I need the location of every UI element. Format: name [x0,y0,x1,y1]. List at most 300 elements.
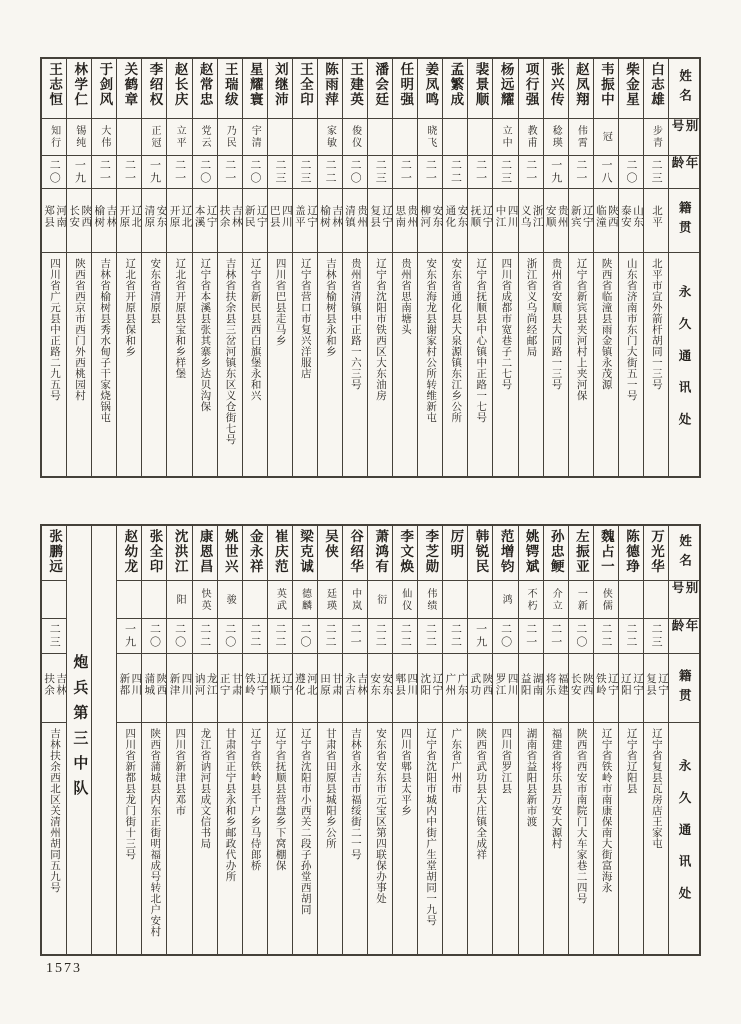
header-native-label-cell [669,189,699,253]
roster-column [492,59,517,476]
address-text: 吉林省榆树县永和乡 [324,258,336,357]
native-cell [368,189,392,253]
roster-column [518,526,543,954]
name-text: 韦振中 [598,62,614,107]
age-cell [519,619,543,654]
native-cell [42,654,66,723]
address-cell [368,253,392,476]
age-text: 一九 [148,159,161,185]
age-cell [117,156,141,189]
native-text: 辽宁铁岭 [594,672,618,696]
name-text: 陈雨萍 [323,62,339,107]
native-cell [443,654,467,723]
header-name-label: 姓名 [677,69,692,108]
name-text: 星耀寰 [247,62,263,107]
alias-cell [42,119,66,156]
age-text: 二一 [574,159,587,185]
roster-column [392,526,417,954]
alias-text: 德麟 [299,587,311,612]
native-cell [293,654,317,723]
native-cell [644,654,668,723]
age-text: 二二 [273,623,286,649]
name-text: 姚世兴 [222,529,238,574]
alias-cell [544,119,568,156]
native-cell [569,189,593,253]
alias-cell [468,119,492,156]
age-text: 二三 [273,159,286,185]
alias-cell [443,119,467,156]
alias-text: 知行 [48,125,60,149]
native-cell [418,189,442,253]
native-text: 辽宁沈阳 [419,672,443,696]
alias-cell [569,581,593,619]
native-cell [218,189,242,253]
roster-column [417,59,442,476]
age-text: 二一 [98,159,111,185]
native-text: 四川中江 [494,205,518,228]
name-cell [142,526,166,581]
alias-text: 步青 [650,125,662,149]
age-text: 一九 [73,159,86,185]
alias-cell [268,119,292,156]
native-text: 四川新都 [118,672,142,696]
alias-cell [418,119,442,156]
header-age-label: 年龄 [670,156,698,176]
name-cell [268,59,292,119]
age-cell [42,619,66,654]
name-cell [318,526,342,581]
native-text: 辽北开原 [168,205,192,228]
header-age-label: 年龄 [670,619,698,639]
alias-text: 党云 [199,125,211,149]
alias-text: 廷瑛 [324,587,336,612]
native-text: 辽宁铁岭 [243,672,267,696]
roster-column [618,526,643,954]
address-text: 辽宁省复县瓦房店王家屯 [650,728,662,849]
name-cell [193,526,217,581]
alias-cell [519,581,543,619]
age-text: 一八 [599,159,612,185]
address-text: 辽北省开原县保和乡 [124,258,136,357]
alias-cell [493,119,517,156]
alias-cell [594,581,618,619]
address-cell [393,723,417,954]
roster-column [417,526,442,954]
alias-cell [418,581,442,619]
address-cell [293,253,317,476]
age-cell [67,156,91,189]
native-text: 陕西长安 [68,205,92,228]
name-cell [443,526,467,581]
alias-text: 骏 [224,593,236,606]
roster-column [618,59,643,476]
alias-cell [167,581,191,619]
age-text: 二〇 [299,623,312,649]
address-cell [468,253,492,476]
alias-text: 家敏 [324,125,336,149]
address-text: 安东省通化县大泉源镇东江乡公所 [450,258,462,423]
native-text: 辽宁辽阳 [619,672,643,696]
age-cell [368,156,392,189]
address-cell [594,723,618,954]
age-text: 二二 [399,623,412,649]
address-cell [218,723,242,954]
roster-column [492,526,517,954]
age-text: 二三 [650,159,663,185]
native-cell [644,189,668,253]
name-text: 张兴传 [548,62,564,107]
name-cell [318,59,342,119]
age-cell [318,619,342,654]
native-text: 安东安东 [369,672,393,696]
address-cell [418,253,442,476]
address-cell [117,253,141,476]
alias-cell [619,581,643,619]
name-text: 吴侠 [323,529,339,559]
native-text: 辽宁新宾 [569,205,593,228]
age-cell [468,156,492,189]
age-cell [42,156,66,189]
alias-cell [218,581,242,619]
name-cell [167,59,191,119]
address-text: 安东省安东市元宝区第四联保办事处 [374,728,386,904]
name-text: 萧鸿有 [373,529,389,574]
name-text: 姚锷斌 [523,529,539,574]
address-text: 四川省新津县邓市 [174,728,186,816]
name-cell [368,59,392,119]
name-cell [343,526,367,581]
name-cell [243,59,267,119]
roster-column [217,59,242,476]
native-cell [493,189,517,253]
native-cell [343,189,367,253]
native-cell [343,654,367,723]
address-text: 陕西省西安市南院门大车家巷二四号 [575,728,587,904]
address-cell [544,723,568,954]
name-text: 崔庆范 [272,529,288,574]
alias-text: 立平 [174,125,186,149]
age-cell [594,619,618,654]
address-cell [644,723,668,954]
address-text: 北平市宣外箭杆胡同一三号 [650,258,662,390]
age-text: 二一 [123,159,136,185]
age-cell [343,156,367,189]
name-text: 魏占一 [598,529,614,574]
name-text: 康恩昌 [197,529,213,574]
age-cell [243,156,267,189]
address-cell [443,253,467,476]
alias-text: 介立 [550,587,562,612]
native-text: 贵州清镇 [344,205,368,228]
address-cell [318,723,342,954]
age-text: 一九 [549,159,562,185]
name-text: 沈洪江 [172,529,188,574]
age-text: 二三 [374,159,387,185]
age-cell [293,156,317,189]
address-cell [42,253,66,476]
native-cell [544,654,568,723]
header-name-label-cell [669,59,699,119]
name-cell [117,59,141,119]
name-cell [117,526,141,581]
roster-column [217,526,242,954]
age-text: 二一 [474,159,487,185]
native-cell [243,654,267,723]
age-text: 二二 [374,623,387,649]
age-cell [293,619,317,654]
address-cell [92,253,116,476]
roster-column [442,59,467,476]
address-text: 辽宁省本溪县张其寨乡达贝沟保 [199,258,211,412]
alias-text: 正冠 [148,125,160,149]
alias-cell [569,119,593,156]
header-address-label-cell [669,253,699,476]
address-cell [243,253,267,476]
roster-column [141,59,166,476]
address-text: 四川省巴县走马乡 [274,258,286,346]
address-cell [117,723,141,954]
header-native-label-cell [669,654,699,723]
header-alias-label-cell [669,581,699,619]
age-cell [167,619,191,654]
header-alias-label-cell [669,119,699,156]
address-cell [167,723,191,954]
address-text: 辽宁省抚顺县中心镇中正路一七号 [475,258,487,423]
address-cell [67,253,91,476]
address-cell [268,253,292,476]
native-text: 辽宁盖平 [293,205,317,228]
alias-cell [193,119,217,156]
header-column [668,526,699,954]
native-cell [142,654,166,723]
address-cell [142,723,166,954]
age-text: 二〇 [574,623,587,649]
name-cell [218,526,242,581]
native-cell [268,654,292,723]
age-cell [268,619,292,654]
name-text: 赵常忠 [197,62,213,107]
age-cell [142,619,166,654]
alias-cell [318,581,342,619]
age-text: 二一 [399,159,412,185]
native-cell [468,189,492,253]
address-cell [318,253,342,476]
native-text: 四川郫县 [394,672,418,696]
address-text: 四川省广元县中正路二九五号 [48,258,60,401]
age-text: 二二 [324,159,337,185]
native-text: 四川新津 [168,672,192,696]
age-text: 二二 [625,623,638,649]
header-name-label-cell [669,526,699,581]
native-text: 辽宁新民 [243,205,267,228]
alias-cell [318,119,342,156]
native-cell [569,654,593,723]
native-cell [393,189,417,253]
name-cell [493,526,517,581]
alias-text: 伟绩 [424,587,436,612]
native-cell [619,189,643,253]
address-cell [468,723,492,954]
name-text: 陈德琤 [623,529,639,574]
name-text: 林学仁 [72,62,88,107]
age-cell [644,156,668,189]
roster-column [242,526,267,954]
name-text: 柴金星 [623,62,639,107]
native-cell [544,189,568,253]
name-text: 张全印 [147,529,163,574]
age-text: 二〇 [223,623,236,649]
address-cell [569,253,593,476]
age-text: 二〇 [148,623,161,649]
native-cell [493,654,517,723]
native-cell [268,189,292,253]
age-text: 二二 [449,623,462,649]
address-cell [644,253,668,476]
alias-text: 教甫 [525,125,537,149]
age-cell [418,156,442,189]
age-cell [343,619,367,654]
age-cell [117,619,141,654]
alias-cell [619,119,643,156]
address-cell [519,253,543,476]
name-text: 范增钧 [498,529,514,574]
name-text: 杨远耀 [498,62,514,107]
roster-column [643,59,668,476]
native-cell [519,189,543,253]
roster-column [192,59,217,476]
address-cell [343,253,367,476]
roster-column [342,526,367,954]
address-text: 安东省清原县 [149,258,161,324]
native-text: 河南郑县 [43,205,67,228]
native-text: 广东广州 [444,672,468,696]
address-cell [619,723,643,954]
age-cell [92,156,116,189]
address-text: 辽北省开原县宝和乡样堡 [174,258,186,379]
alias-cell [92,119,116,156]
native-text: 福建将乐 [544,672,568,696]
name-cell [293,526,317,581]
address-cell [519,723,543,954]
address-text: 四川省郫县太平乡 [400,728,412,816]
name-cell [468,526,492,581]
address-text: 四川省罗江县 [500,728,512,794]
name-cell [193,59,217,119]
section-label: 炮兵第三中队 [71,654,88,806]
address-cell [493,253,517,476]
header-alias-label: 别号 [670,119,698,139]
address-cell [393,253,417,476]
age-text: 二一 [524,623,537,649]
age-cell [268,156,292,189]
age-text: 二〇 [48,159,61,185]
name-cell [343,59,367,119]
roster-column [593,526,618,954]
alias-cell [519,119,543,156]
alias-cell [443,581,467,619]
address-text: 浙江省义乌尚经邮局 [525,258,537,357]
alias-cell [393,581,417,619]
name-cell [167,526,191,581]
native-text: 贵州安顺 [544,205,568,228]
address-text: 福建省将乐县万安大源村 [550,728,562,849]
header-address-label: 永久通讯处 [677,284,691,445]
name-text: 王志恒 [47,62,63,107]
name-text: 姜凤鸣 [423,62,439,107]
alias-cell [117,119,141,156]
name-text: 李绍权 [147,62,163,107]
name-cell [268,526,292,581]
age-cell [443,619,467,654]
name-cell [594,526,618,581]
name-text: 王瑞绂 [222,62,238,107]
address-cell [343,723,367,954]
alias-cell [293,581,317,619]
age-cell [544,156,568,189]
age-cell [243,619,267,654]
header-address-label: 永久通讯处 [677,758,691,919]
age-cell [544,619,568,654]
name-text: 梁克诚 [297,529,313,574]
header-alias-label: 别号 [670,581,698,601]
name-text: 左振亚 [573,529,589,574]
age-text: 二二 [324,623,337,649]
spacer-column [91,526,116,954]
native-text: 安东清原 [143,205,167,228]
age-cell [594,156,618,189]
age-cell [519,156,543,189]
native-text: 陕西临潼 [594,205,618,228]
header-age-label-cell [669,619,699,654]
age-text: 二〇 [198,159,211,185]
address-text: 辽宁省营口市复兴洋服店 [299,258,311,379]
alias-cell [218,119,242,156]
address-text: 甘肃省田原县城阳乡公所 [324,728,336,849]
age-text: 一九 [474,623,487,649]
alias-cell [393,119,417,156]
name-text: 赵长庆 [172,62,188,107]
address-cell [443,723,467,954]
age-text: 二〇 [248,159,261,185]
address-cell [42,723,66,954]
alias-cell [343,119,367,156]
address-text: 甘肃省正宁县永和乡邮政代办所 [224,728,236,882]
name-cell [142,59,166,119]
alias-text: 侠儒 [600,587,612,612]
age-cell [142,156,166,189]
native-cell [468,654,492,723]
native-text: 吉林扶余 [218,205,242,228]
alias-cell [644,581,668,619]
alias-text: 中岚 [349,587,361,612]
alias-text: 锡纯 [73,125,85,149]
name-cell [544,59,568,119]
native-cell [418,654,442,723]
name-cell [418,526,442,581]
age-text: 二一 [349,623,362,649]
roster-column [317,526,342,954]
name-cell [468,59,492,119]
age-cell [644,619,668,654]
roster-table-bottom [40,524,701,956]
age-text: 二一 [549,623,562,649]
roster-column [116,526,141,954]
address-text: 贵州省安顺县大同路一三号 [550,258,562,390]
name-cell [519,59,543,119]
name-text: 项行强 [523,62,539,107]
native-cell [318,654,342,723]
address-text: 辽宁省抚顺县营盘乡下窝棚保 [274,728,286,871]
